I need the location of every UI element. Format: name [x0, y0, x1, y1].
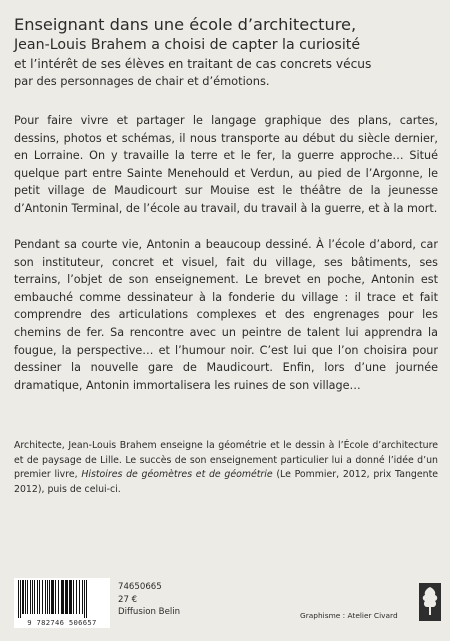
distributor: Diffusion Belin [118, 607, 181, 617]
barcode-bar [39, 580, 40, 614]
bio-book-title: Histoires de géomètres et de géométrie [81, 469, 273, 481]
barcode-bars [14, 578, 110, 618]
barcode-bar [67, 580, 68, 614]
bio-text-before: Architecte, Jean-Louis Brahem enseigne la géométrie et le dessin à l’École d’architecture et de paysage de Lille. Le succès de son enseignement particulier lui a donné l’idée d’un premier livre, [14, 440, 438, 481]
barcode-bar [37, 580, 38, 614]
barcode-bar [49, 580, 50, 614]
bio-text-after: (Le Pommier, 2012, prix Tangente 2012), puis de celui-ci. [14, 469, 439, 495]
barcode-bar [82, 580, 83, 614]
product-code: 74650665 [118, 582, 162, 592]
barcode-bar [20, 580, 21, 618]
intro-line-2: Jean-Louis Brahem a choisi de capter la curiosité [14, 37, 361, 53]
barcode-bar [18, 580, 19, 618]
barcode-bar [73, 580, 74, 614]
intro-line-1: Enseignant dans une école d’architecture, [14, 15, 357, 34]
barcode-bar [76, 580, 77, 614]
barcode-bar [58, 580, 59, 614]
barcode-number: 9 782746 506657 [27, 618, 97, 627]
barcode-bar [22, 580, 24, 614]
barcode-bar [53, 580, 54, 614]
barcode-bar [86, 580, 87, 618]
barcode [14, 578, 110, 628]
barcode-bar [42, 580, 43, 614]
barcode-bar [69, 580, 71, 614]
price: 27 € [118, 594, 138, 605]
barcode-bar [61, 580, 63, 614]
barcode-bar [63, 580, 64, 614]
intro-line-3: et l’intérêt de ses élèves en traitant de cas concrets vécus [14, 57, 372, 71]
tree-logo-icon [419, 583, 441, 621]
intro-block [14, 14, 438, 90]
barcode-bar [27, 580, 28, 614]
barcode-bar [34, 580, 35, 614]
price-block [118, 581, 180, 619]
barcode-bar [45, 580, 46, 614]
paragraph-2: Pendant sa courte vie, Antonin a beaucoup dessiné. À l’école d’abord, car son instituteur, concret et visuel, fait du village, ses bâtiments, ses terrains, l’objet de son enseignement. Le brevet en poche, Antonin est embauché comme dessinateur à la fonderie du village : il trace et fait comprendre des articulations complexes et des engrenages pour les chemins de fer. Sa rencontre avec un peintre de talent lui apprendra la fougue, la perspective… et l’humour noir. C’est lui que l’on choisira pour dessiner la nouvelle gare de Maudicourt. Enfin, lors d’une journée dramatique, Antonin immortalisera les ruines de son village… [14, 238, 438, 392]
barcode-bar [47, 580, 48, 614]
barcode-bar [79, 580, 80, 614]
graphisme-credit: Graphisme : Atelier Civard [300, 611, 398, 620]
barcode-bar [51, 580, 53, 614]
barcode-bar [71, 580, 72, 614]
barcode-bar [84, 580, 85, 618]
barcode-bar [65, 580, 67, 614]
barcode-bar [32, 580, 33, 614]
intro-line-4: par des personnages de chair et d’émotions. [14, 74, 270, 88]
paragraph-1: Pour faire vivre et partager le langage graphique des plans, cartes, dessins, photos et schémas, il nous transporte au début du siècle dernier, en Lorraine. On y travaille la terre et le fer, la guerre approche… Situé quelque part entre Sainte Menehould et Verdun, au pied de l’Argonne, le petit village de Maudicourt sur Mouise est le théâtre de la jeunesse d’Antonin Terminal, de l’école au travail, du travail à la guerre, et à la mort. [14, 114, 438, 215]
barcode-bar [25, 580, 26, 614]
barcode-bar [55, 580, 56, 614]
barcode-bar [30, 580, 31, 614]
author-bio [14, 439, 438, 497]
